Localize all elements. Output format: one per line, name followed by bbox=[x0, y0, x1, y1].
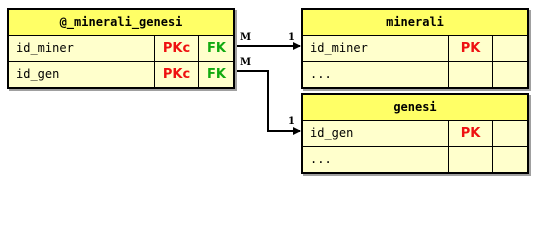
table-row[interactable] bbox=[9, 36, 233, 61]
cardinality-one-minerali: 1 bbox=[288, 32, 295, 43]
table-minerali[interactable] bbox=[301, 8, 529, 89]
cardinality-many-genesi: M bbox=[240, 57, 252, 68]
foreign-key-badge: FK bbox=[198, 62, 234, 87]
key-cell-empty bbox=[448, 147, 492, 172]
key-cell-empty bbox=[492, 121, 528, 146]
table-row[interactable] bbox=[303, 61, 527, 87]
key-cell-empty bbox=[492, 147, 528, 172]
field-name: id_gen bbox=[16, 67, 60, 81]
key-cell-empty bbox=[492, 62, 528, 87]
field-name: id_miner bbox=[16, 41, 74, 55]
primary-key-badge: PKc bbox=[154, 36, 198, 61]
field-name: id_gen bbox=[310, 126, 354, 140]
primary-key-badge: PK bbox=[448, 121, 492, 146]
table-minerali-genesi[interactable] bbox=[7, 8, 235, 89]
field-name-ellipsis: ... bbox=[310, 152, 332, 166]
foreign-key-badge: FK bbox=[198, 36, 234, 61]
table-row[interactable] bbox=[303, 121, 527, 146]
table-row[interactable] bbox=[303, 146, 527, 172]
table-title: genesi bbox=[303, 95, 527, 121]
key-cell-empty bbox=[448, 62, 492, 87]
cardinality-one-genesi: 1 bbox=[288, 116, 295, 127]
primary-key-badge: PKc bbox=[154, 62, 198, 87]
key-cell-empty bbox=[492, 36, 528, 61]
table-genesi[interactable] bbox=[301, 93, 529, 174]
table-title: minerali bbox=[303, 10, 527, 36]
field-name: id_miner bbox=[310, 41, 368, 55]
primary-key-badge: PK bbox=[448, 36, 492, 61]
table-title: @_minerali_genesi bbox=[9, 10, 233, 36]
field-name-ellipsis: ... bbox=[310, 67, 332, 81]
table-row[interactable] bbox=[9, 61, 233, 87]
table-row[interactable] bbox=[303, 36, 527, 61]
cardinality-many-minerali: M bbox=[240, 32, 252, 43]
